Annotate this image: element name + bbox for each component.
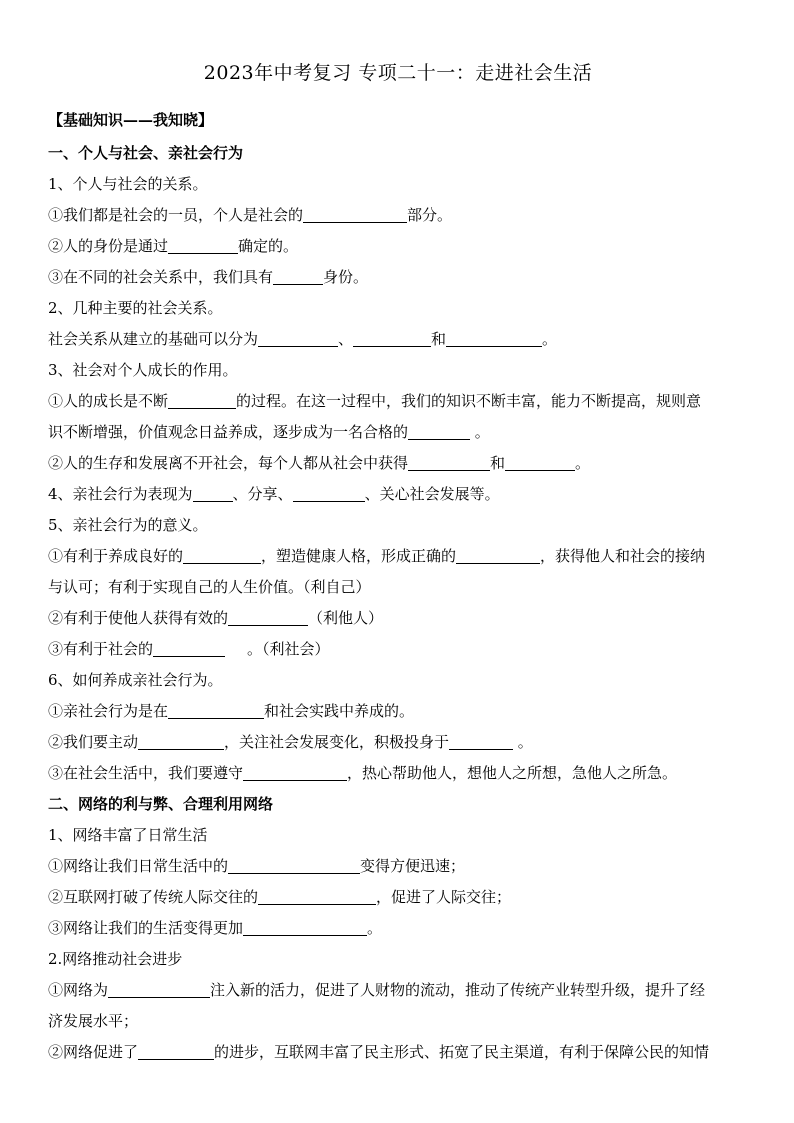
text: 和 xyxy=(431,330,447,348)
q2-title: 2、几种主要的社会关系。 xyxy=(48,299,223,317)
text: 。 xyxy=(575,454,591,472)
blank-field[interactable] xyxy=(228,857,360,874)
text: ②网络促进了 xyxy=(48,1043,139,1061)
text: ②人的身份是通过 xyxy=(48,237,169,255)
q1-c xyxy=(48,262,748,293)
page-title: 2023年中考复习 专项二十一：走进社会生活 xyxy=(203,62,593,84)
blank-field[interactable] xyxy=(193,485,233,502)
text: ③在不同的社会关系中，我们具有 xyxy=(48,268,274,286)
blank-field[interactable] xyxy=(258,330,338,347)
blank-field[interactable] xyxy=(449,733,513,750)
q1-title: 1、个人与社会的关系。 xyxy=(48,175,208,193)
text: 。 xyxy=(367,919,383,937)
q5-title: 5、亲社会行为的意义。 xyxy=(48,516,208,534)
q6-c xyxy=(48,758,748,789)
text: ②互联网打破了传统人际交往的 xyxy=(48,888,259,906)
q5-b xyxy=(48,603,748,634)
text: ③有利于社会的 xyxy=(48,640,154,658)
blank-field[interactable] xyxy=(138,1043,214,1060)
blank-field[interactable] xyxy=(258,888,376,905)
s2-q2-a1 xyxy=(48,975,748,1006)
blank-field[interactable] xyxy=(505,454,575,471)
text: ③在社会生活中，我们要遵守 xyxy=(48,764,244,782)
text: ①网络让我们日常生活中的 xyxy=(48,857,229,875)
s2-q2-a2: 济发展水平； xyxy=(48,1012,139,1030)
blank-field[interactable] xyxy=(243,919,367,936)
text: ②有利于使他人获得有效的 xyxy=(48,609,229,627)
text: ，塑造健康人格，形成正确的 xyxy=(261,547,457,565)
text: ①我们都是社会的一员，个人是社会的 xyxy=(48,206,304,224)
blank-field[interactable] xyxy=(228,609,308,626)
text: ②人的生存和发展离不开社会，每个人都从社会中获得 xyxy=(48,454,409,472)
text: 变得方便迅速； xyxy=(360,857,466,875)
worksheet-page xyxy=(48,58,748,1068)
blank-field[interactable] xyxy=(243,764,347,781)
text: ①人的成长是不断 xyxy=(48,392,169,410)
text: ，热心帮助他人，想他人之所想，急他人之所急。 xyxy=(347,764,678,782)
text: 和 xyxy=(490,454,506,472)
text: 。 xyxy=(470,423,490,441)
blank-field[interactable] xyxy=(138,733,224,750)
text: 社会关系从建立的基础可以分为 xyxy=(48,330,259,348)
blank-field[interactable] xyxy=(273,268,323,285)
text: 部分。 xyxy=(407,206,453,224)
text: 确定的。 xyxy=(238,237,299,255)
q6-title: 6、如何养成亲社会行为。 xyxy=(48,671,223,689)
text: 4、亲社会行为表现为 xyxy=(48,485,193,503)
s2-q1-a xyxy=(48,851,748,882)
q1-b xyxy=(48,231,748,262)
blank-field[interactable] xyxy=(293,485,365,502)
blank-field[interactable] xyxy=(408,454,490,471)
blank-field[interactable] xyxy=(153,640,225,657)
s2-q1-c xyxy=(48,913,748,944)
s2-q2-b xyxy=(48,1037,748,1068)
blank-field[interactable] xyxy=(353,330,431,347)
text: 注入新的活力，促进了人财物的流动，推动了传统产业转型升级，提升了经 xyxy=(210,981,706,999)
text: （利他人） xyxy=(308,609,384,627)
q5-c xyxy=(48,634,748,665)
text: ①亲社会行为是在 xyxy=(48,702,169,720)
text: 、分享、 xyxy=(232,485,293,503)
text: 、 xyxy=(338,330,354,348)
text: 的过程。在这一过程中，我们的知识不断丰富，能力不断提高，规则意 xyxy=(236,392,702,410)
q3-title: 3、社会对个人成长的作用。 xyxy=(48,361,238,379)
s2-q2-title: 2.网络推动社会进步 xyxy=(48,950,183,968)
text: 。 xyxy=(513,733,533,751)
text: 。（利社会） xyxy=(247,640,330,658)
text: 身份。 xyxy=(323,268,369,286)
q3-b xyxy=(48,448,748,479)
text: ③网络让我们的生活变得更加 xyxy=(48,919,244,937)
q5-a1 xyxy=(48,541,748,572)
blank-field[interactable] xyxy=(446,330,542,347)
blank-field[interactable] xyxy=(108,981,210,998)
text: 。 xyxy=(542,330,558,348)
text: 和社会实践中养成的。 xyxy=(264,702,415,720)
section-header: 【基础知识——我知晓】 xyxy=(48,111,214,129)
q2-a xyxy=(48,324,748,355)
blank-field[interactable] xyxy=(408,423,470,440)
s2-q1-b xyxy=(48,882,748,913)
q1-a xyxy=(48,200,748,231)
blank-field[interactable] xyxy=(168,237,238,254)
text: 的进步，互联网丰富了民主形式、拓宽了民主渠道，有利于保障公民的知情 xyxy=(214,1043,710,1061)
blank-field[interactable] xyxy=(183,547,261,564)
blank-field[interactable] xyxy=(303,206,407,223)
blank-field[interactable] xyxy=(168,702,264,719)
text: ，获得他人和社会的接纳 xyxy=(540,547,706,565)
q3-a2 xyxy=(48,417,748,448)
s2-q1-title: 1、网络丰富了日常生活 xyxy=(48,826,208,844)
section-2-heading: 二、网络的利与弊、合理利用网络 xyxy=(48,795,274,813)
q6-a xyxy=(48,696,748,727)
text: ①网络为 xyxy=(48,981,109,999)
text: 识不断增强，价值观念日益养成，逐步成为一名合格的 xyxy=(48,423,409,441)
blank-field[interactable] xyxy=(456,547,540,564)
section-1-heading: 一、个人与社会、亲社会行为 xyxy=(48,144,244,162)
q5-a2: 与认可；有利于实现自己的人生价值。（利自己） xyxy=(48,578,371,596)
text: ，关注社会发展变化，积极投身于 xyxy=(224,733,450,751)
q6-b xyxy=(48,727,748,758)
text: ①有利于养成良好的 xyxy=(48,547,184,565)
text: ，促进了人际交往； xyxy=(376,888,512,906)
blank-field[interactable] xyxy=(168,392,236,409)
text: 、关心社会发展等。 xyxy=(364,485,500,503)
text: ②我们要主动 xyxy=(48,733,139,751)
q3-a1 xyxy=(48,386,748,417)
q4 xyxy=(48,479,748,510)
